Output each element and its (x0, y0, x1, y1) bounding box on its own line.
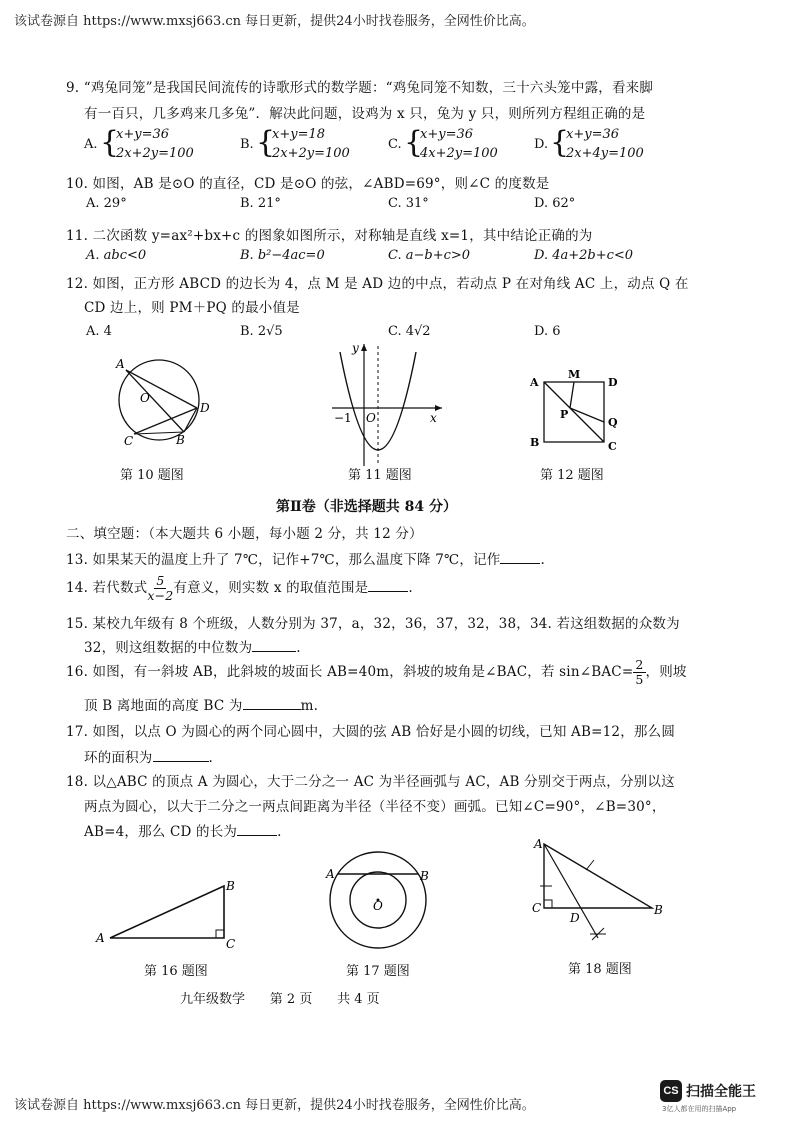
q9-line1: 9. “鸡兔同笼”是我国民间流传的诗歌形式的数学题：“鸡兔同笼不知数，三十六头笼中露，看来脚 (66, 80, 654, 96)
fig18-label-c: C (532, 901, 542, 915)
q15-answer-blank[interactable] (252, 639, 296, 652)
q14-answer-blank[interactable] (368, 579, 408, 592)
fig12-label-p: P (560, 408, 569, 421)
footer-source-text: 该试卷源自 https://www.mxsj663.cn 每日更新，提供24小时找卷服务，全网性价比高。 (14, 1098, 535, 1113)
fig17-concentric-circles (320, 848, 440, 958)
q12-option-d: D. 6 (534, 324, 561, 339)
fig16-label-c: C (226, 937, 236, 951)
q15-line1: 15. 某校九年级有 8 个班级，人数分别为 37，a，32，36，37，32，38，34. 若这组数据的众数为 (66, 616, 680, 632)
fig10-label-o: O (140, 391, 150, 405)
fig17-label-o: O (373, 899, 383, 913)
fig18-triangle (544, 844, 652, 908)
fig12-line-pq (570, 408, 604, 422)
fig11-label-o: O (366, 411, 376, 425)
q14-fraction (147, 574, 173, 603)
fig16-label-a: A (96, 931, 105, 945)
fig11-caption: 第 11 题图 (348, 468, 412, 483)
q10-option-c: C. 31° (388, 196, 429, 211)
fig10-line-ab (126, 370, 184, 432)
header-source-text: 该试卷源自 https://www.mxsj663.cn 每日更新，提供24小时找卷服务，全网性价比高。 (14, 14, 535, 29)
fig17-label-b: B (420, 869, 429, 883)
fig12-label-q: Q (608, 416, 618, 429)
fig10-label-a: A (116, 357, 125, 371)
fig12-caption: 第 12 题图 (540, 468, 604, 483)
q10-line1: 10. 如图，AB 是⊙O 的直径，CD 是⊙O 的弦，∠ABD=69°，则∠C 的度数是 (66, 176, 550, 192)
q14-pre: 14. 若代数式 (66, 580, 148, 596)
fig11-y-arrow (361, 344, 367, 351)
fig12-diagonal-ac (544, 382, 604, 442)
q9-a-eq2: 2x+2y=100 (116, 146, 194, 161)
q9-c-eq2: 4x+2y=100 (420, 146, 498, 161)
fig10-circle-diagram (104, 350, 224, 450)
fig10-line-bd (184, 408, 197, 432)
q13-answer-blank[interactable] (500, 551, 540, 564)
q10-option-a: A. 29° (86, 196, 127, 211)
q16-fraction (633, 658, 645, 687)
fig12-label-m: M (568, 368, 581, 381)
brace-d: { (550, 125, 570, 160)
brace-b: { (256, 125, 276, 160)
fig10-label-c: C (124, 434, 134, 448)
q18-line1: 18. 以△ABC 的顶点 A 为圆心，大于二分之一 AC 为半径画弧与 AC，AB 分别交于两点，分别以这 (66, 774, 675, 790)
q17-line2-wrap: 环的面积为 . (84, 750, 213, 766)
fig10-label-d: D (200, 401, 210, 415)
q12-line1: 12. 如图，正方形 ABCD 的边长为 4，点 M 是 AD 边的中点，若动点 P 在对角线 AC 上，动点 Q 在 (66, 276, 689, 292)
q13-line: 13. 如果某天的温度上升了 7℃，记作+7℃，那么温度下降 7℃，记作 . (66, 552, 545, 568)
fig12-label-a: A (530, 376, 539, 389)
q9-b-eq1: x+y=18 (272, 127, 326, 142)
fig10-label-b: B (176, 433, 185, 447)
q14-post: 有意义，则实数 x 的取值范围是 (173, 580, 369, 596)
fig12-line-pm (570, 382, 574, 408)
q11-option-b: B. b²−4ac=0 (240, 248, 325, 263)
q12-option-b: B. 2√5 (240, 324, 283, 339)
page-footer: 九年级数学 第 2 页 共 4 页 (180, 992, 380, 1007)
q11-option-c: C. a−b+c>0 (388, 248, 471, 263)
q16-line2 (84, 694, 318, 714)
fig10-caption: 第 10 题图 (120, 468, 184, 483)
q13-text: 13. 如果某天的温度上升了 7℃，记作+7℃，那么温度下降 7℃，记作 (66, 552, 501, 568)
q9-d-eq2: 2x+4y=100 (566, 146, 644, 161)
fig11-parabola-graph (322, 338, 452, 468)
section2-title: 第Ⅱ卷（非选择题共 84 分） (276, 499, 458, 515)
q16-line1-pre: 16. 如图，有一斜坡 AB，此斜坡的坡面长 AB=40m，斜坡的坡角是∠BAC，若 sin∠BAC= (66, 664, 634, 680)
fig16-caption: 第 16 题图 (144, 964, 208, 979)
q16-numerator: 2 (635, 657, 644, 672)
q10-option-b: B. 21° (240, 196, 281, 211)
q12-option-c: C. 4√2 (388, 324, 431, 339)
q16-line2-text: 顶 B 离地面的高度 BC 为 (84, 698, 243, 714)
q14-numerator: 5 (156, 573, 165, 588)
q11-option-a: A. abc<0 (86, 248, 147, 263)
fig11-label-x: x (430, 411, 437, 425)
q18-line2: 两点为圆心，以大于二分之一两点间距离为半径（半径不变）画弧。已知∠C=90°，∠B=30°， (84, 799, 666, 815)
q11-line1: 11. 二次函数 y=ax²+bx+c 的图象如图所示，对称轴是直线 x=1，其中结论正确的为 (66, 228, 593, 244)
q15-line2-wrap: 32，则这组数据的中位数为 . (84, 640, 301, 656)
q16-denominator: 5 (635, 672, 644, 687)
q16-line1 (66, 658, 687, 687)
q12-line2: CD 边上，则 PM＋PQ 的最小值是 (84, 300, 300, 316)
q12-option-a: A. 4 (86, 324, 112, 339)
q9-b-eq2: 2x+2y=100 (272, 146, 350, 161)
scanner-logo (660, 1078, 780, 1118)
q16-line1-post: ，则坡 (645, 664, 687, 680)
q18-line3: AB=4，那么 CD 的长为 (84, 824, 238, 840)
fig16-triangle (110, 886, 224, 938)
fig18-triangle-construction (526, 836, 676, 948)
q15-line2: 32，则这组数据的中位数为 (84, 640, 253, 656)
q9-option-d-letter: D. (534, 137, 549, 152)
fig18-label-b: B (654, 903, 663, 917)
scanner-tagline: 3亿人都在用的扫描App (662, 1105, 737, 1113)
q9-option-a-letter: A. (84, 137, 98, 152)
q17-line2: 环的面积为 (84, 750, 153, 766)
part2-title: 二、填空题：（本大题共 6 小题，每小题 2 分，共 12 分） (66, 526, 423, 542)
fig11-label-y: y (352, 341, 359, 355)
fig18-arc-mark-ab (586, 860, 594, 870)
q17-line1: 17. 如图，以点 O 为圆心的两个同心圆中，大圆的弦 AB 恰好是小圆的切线，已知 AB=12，那么圆 (66, 724, 676, 740)
brace-c: { (404, 125, 424, 160)
fig16-label-b: B (226, 879, 235, 893)
fig18-right-angle (544, 900, 552, 908)
q18-answer-blank[interactable] (237, 823, 277, 836)
q14-line: 14. 若代数式 $\frac{5}{x-2}$ 有意义，则实数 x 的取值范围是 . (66, 573, 413, 603)
q9-d-eq1: x+y=36 (566, 127, 620, 142)
q9-option-c-letter: C. (388, 137, 402, 152)
fig18-caption: 第 18 题图 (568, 962, 632, 977)
fig16-slope-diagram (92, 870, 252, 960)
fig17-label-a: A (326, 867, 335, 881)
fig11-label-neg1: −1 (334, 411, 352, 425)
fig18-label-a: A (534, 837, 543, 851)
fig17-caption: 第 17 题图 (346, 964, 410, 979)
q16-answer-blank[interactable] (243, 697, 301, 710)
fig12-label-b: B (530, 436, 540, 449)
scanner-name: 扫描全能王 (686, 1084, 756, 1100)
cs-badge-icon: CS (660, 1080, 682, 1102)
q9-a-eq1: x+y=36 (116, 127, 170, 142)
fig12-square-diagram (526, 366, 626, 456)
q11-option-d: D. 4a+2b+c<0 (534, 248, 634, 263)
q18-line3-wrap: AB=4，那么 CD 的长为 . (84, 824, 282, 840)
fig18-label-d: D (570, 911, 580, 925)
q10-option-d: D. 62° (534, 196, 576, 211)
fig12-label-c: C (608, 440, 617, 453)
q17-answer-blank[interactable] (153, 749, 209, 762)
q9-option-b-letter: B. (240, 137, 254, 152)
q9-c-eq1: x+y=36 (420, 127, 474, 142)
fig12-label-d: D (608, 376, 618, 389)
q16-unit: m. (300, 698, 319, 714)
fig16-right-angle (216, 930, 224, 938)
q14-denominator: x−2 (147, 588, 174, 603)
q9-line2: 有一百只，几多鸡来几多兔”．解决此问题，设鸡为 x 只，兔为 y 只，则所列方程组正确的是 (84, 106, 646, 122)
fig10-line-ad (126, 370, 197, 408)
brace-a: { (100, 125, 120, 160)
